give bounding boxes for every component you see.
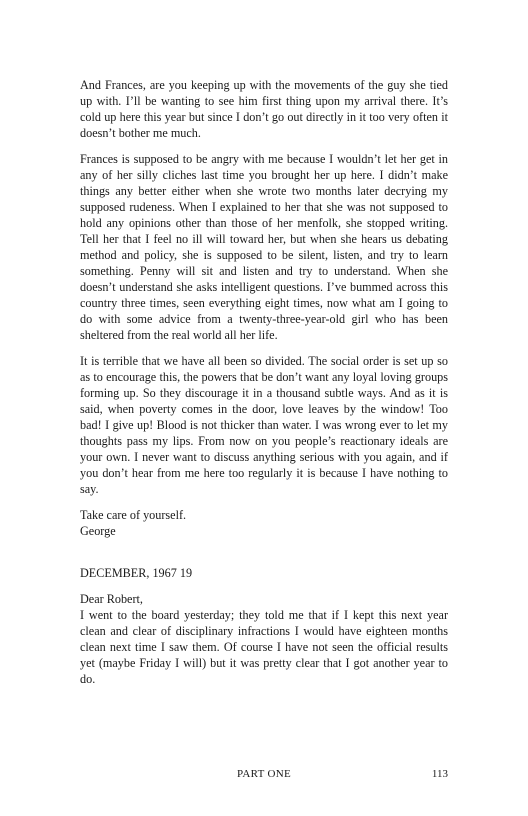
page-body bbox=[80, 77, 448, 687]
letter2-body: I went to the board yesterday; they told me that if I kept this next year clean and clear of disciplinary infractions I would have eighteen months clean next time I saw them. Of course I have not seen the official results yet (maybe Friday I will) but it was pretty clear that I got another year to do. bbox=[80, 608, 448, 686]
paragraph-gap bbox=[80, 497, 448, 507]
letter1-signature: George bbox=[80, 524, 116, 538]
section-gap bbox=[80, 539, 448, 565]
letter1-paragraph-2: Frances is supposed to be angry with me because I wouldn’t let her get in any of her silly cliches last time you brought her up here. I didn’t make things any better either when she wrote two months later decrying my supposed rudeness. When I explained to her that she was not supposed to hold any opinions other than those of her menfolk, she stopped writing. Tell her that I feel no ill will toward her, but when she hears us debating method and policy, she is supposed to be silent, listen, and try to learn something. Penny will sit and listen and try to understand. When she doesn’t understand she asks intelligent questions. I’ve bummed across this country three times, seen everything eight times, now what am I going to do with some advice from a twenty-three-year-old girl who has been sheltered from the real world all her life. bbox=[80, 152, 448, 342]
letter1-paragraph-1: And Frances, are you keeping up with the movements of the guy she tied up with. I’ll be wanting to see him first thing upon my arrival there. It’s cold up here this year but since I don’t go out directly in it too very often it doesn’t bother me much. bbox=[80, 78, 448, 140]
letter1-closing: Take care of yourself. bbox=[80, 508, 187, 522]
paragraph-gap bbox=[80, 141, 448, 151]
letter2-date-heading: DECEMBER, 1967 19 bbox=[80, 566, 193, 580]
paragraph-gap bbox=[80, 581, 448, 591]
page-footer bbox=[80, 766, 448, 782]
footer-page-number: 113 bbox=[431, 768, 448, 780]
footer-section-title: PART ONE bbox=[236, 768, 291, 780]
letter1-paragraph-3: It is terrible that we have all been so divided. The social order is set up so as to encourage this, the powers that be don’t want any loyal loving groups forming up. So they discourage it in a thousand subtle ways. And as it is said, when poverty comes in the door, love leaves by the window! Too bad! I give up! Blood is not thicker than water. I was wrong ever to let my thoughts pass my lips. From now on you people’s reactionary ideals are your own. I never want to discuss anything serious with you again, and if you don’t hear from me here too regularly it is because I have nothing to say. bbox=[80, 354, 448, 496]
paragraph-gap bbox=[80, 343, 448, 353]
letter2-greeting: Dear Robert, bbox=[80, 592, 143, 606]
